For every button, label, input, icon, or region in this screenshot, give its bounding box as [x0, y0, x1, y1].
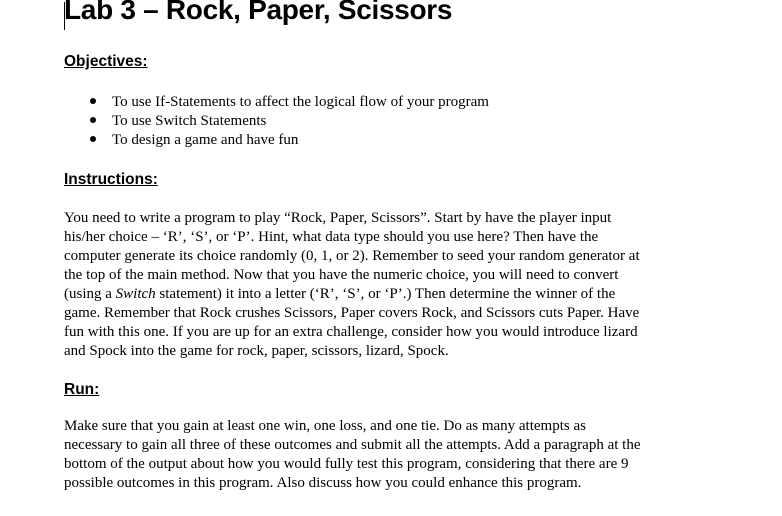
- bullet-icon: [90, 98, 96, 104]
- switch-italic: Switch: [115, 286, 156, 302]
- run-line: Make sure that you gain at least one win, one loss, and one tie. Do as many attempts as: [64, 418, 586, 434]
- run-line: necessary to gain all three of these outcomes and submit all the attempts. Add a paragraph at the: [64, 437, 641, 453]
- objectives-heading: Objectives:: [64, 53, 148, 70]
- bullet-icon: [90, 117, 96, 123]
- run-line: bottom of the output about how you would fully test this program, considering that there are 9: [64, 456, 629, 472]
- objective-item: To use Switch Statements: [90, 113, 266, 130]
- objective-item: To use If-Statements to affect the logical flow of your program: [90, 94, 489, 111]
- bullet-icon: [90, 136, 96, 142]
- objective-item: To design a game and have fun: [90, 132, 298, 149]
- run-line: possible outcomes in this program. Also discuss how you could enhance this program.: [64, 475, 582, 491]
- instructions-line: fun with this one. If you are up for an extra challenge, consider how you would introduce lizard: [64, 324, 638, 340]
- instructions-heading: Instructions:: [64, 171, 158, 188]
- instructions-line: his/her choice – ‘R’, ‘S’, or ‘P’. Hint, what data type should you use here? Then have the: [64, 229, 599, 245]
- instructions-line: (using a Switch statement) it into a letter (‘R’, ‘S’, or ‘P’.) Then determine the winner of the: [64, 286, 616, 302]
- run-heading: Run:: [64, 381, 100, 398]
- instructions-line: game. Remember that Rock crushes Scissors, Paper covers Rock, and Scissors cuts Paper. Have: [64, 305, 640, 321]
- instructions-line: You need to write a program to play “Rock, Paper, Scissors”. Start by have the player input: [64, 210, 612, 226]
- instructions-line: and Spock into the game for rock, paper, scissors, lizard, Spock.: [64, 343, 449, 359]
- instructions-line: the top of the main method. Now that you have the numeric choice, you will need to convert: [64, 267, 619, 283]
- document-title: Lab 3 – Rock, Paper, Scissors: [64, 0, 453, 25]
- instructions-line: computer generate its choice randomly (0, 1, or 2). Remember to seed your random generator at: [64, 248, 640, 264]
